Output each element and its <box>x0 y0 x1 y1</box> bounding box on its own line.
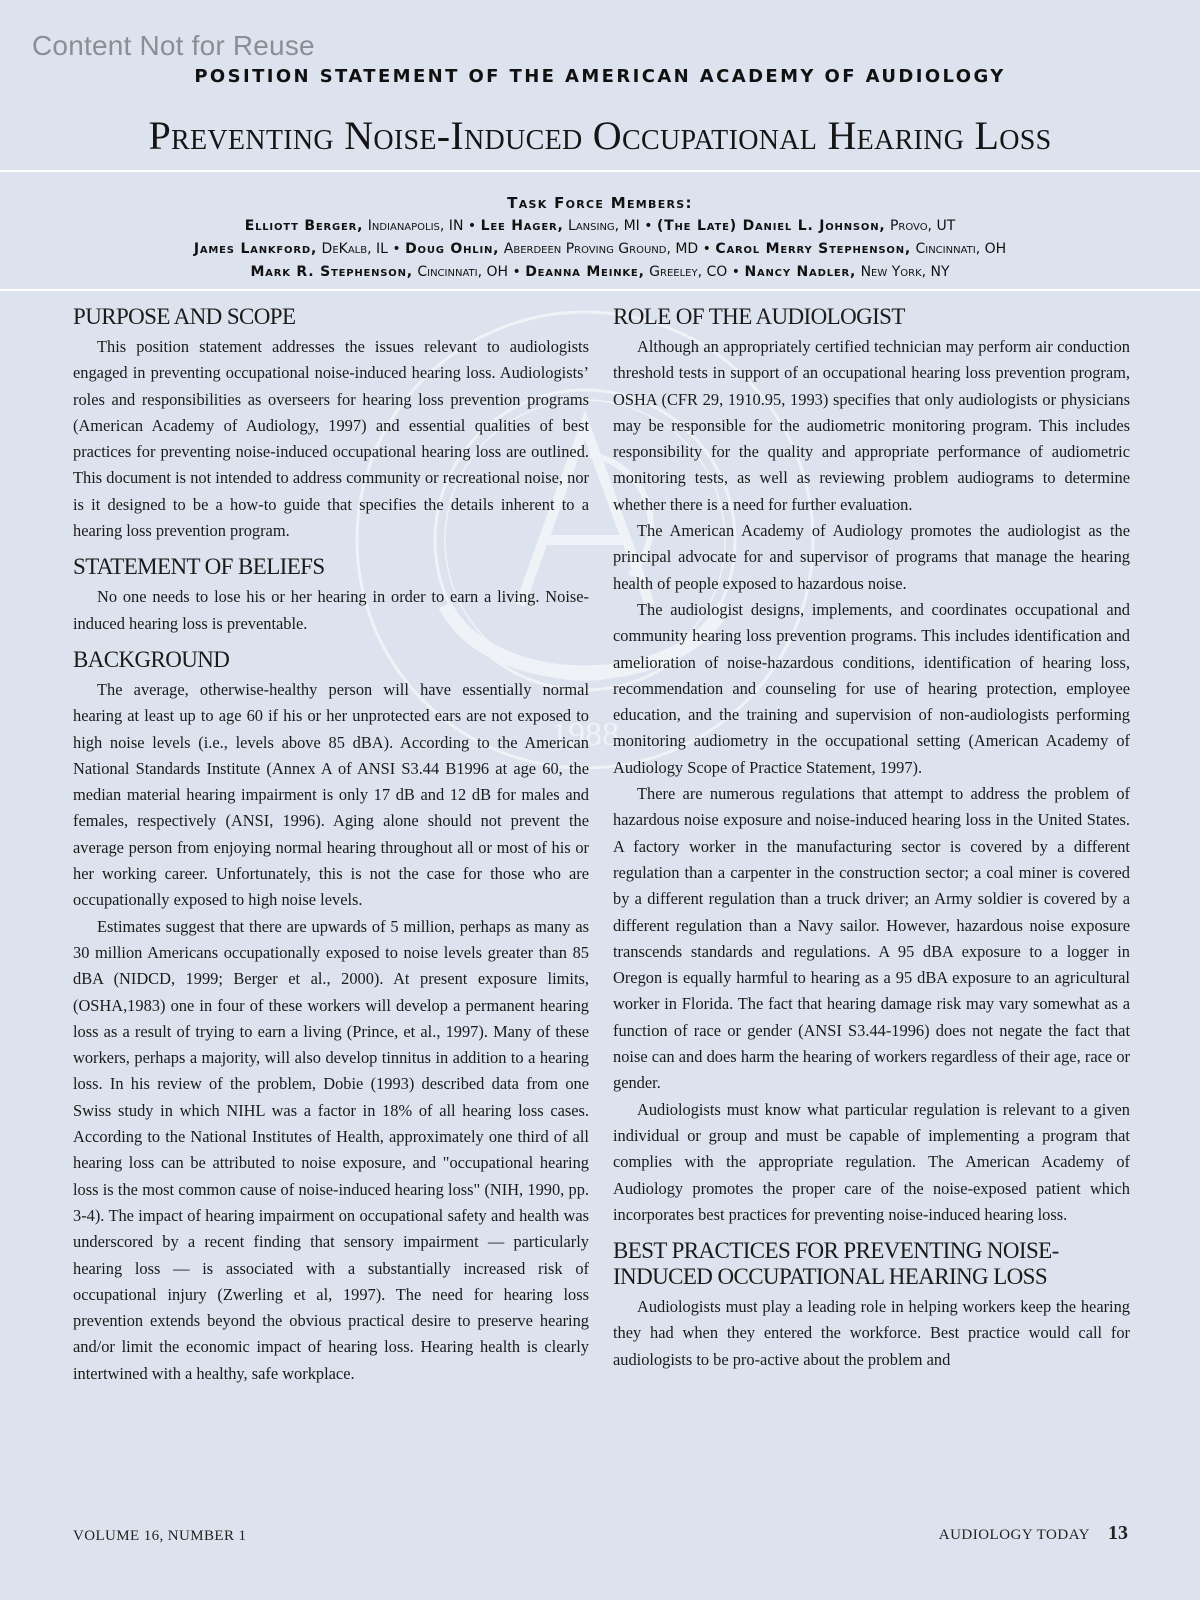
bullet-separator: • <box>387 241 406 257</box>
seal-year: 1988 <box>551 716 619 753</box>
magazine-name: AUDIOLOGY TODAY <box>938 1527 1090 1543</box>
page-number: 13 <box>1108 1522 1128 1544</box>
footer-right <box>939 1522 1128 1545</box>
bullet-separator: • <box>727 264 745 280</box>
task-force-heading: Task Force Members: <box>507 194 693 212</box>
member-location: Cincinnati, OH <box>915 241 1007 257</box>
bullet-separator: • <box>463 218 481 234</box>
beliefs-paragraph: No one needs to lose his or her hearing in order to earn a living. Noise-induced hearing loss is preventable. <box>73 587 589 633</box>
role-paragraph-1: Although an appropriately certified technician may perform air conduction threshold tests in support of an occupational hearing loss prevention program, OSHA (CFR 29, 1910.95, 1993) specifies that only audiologists or physicians may be responsible for the audiometric monitoring program. This includes responsibility for the quality and appropriate performance of audiometric monitoring tests, as well as reviewing problem audiograms to determine whether there is a need for further evaluation. <box>613 337 1130 514</box>
member-name: Elliott Berger, <box>244 218 364 234</box>
background-paragraph-2: Estimates suggest that there are upwards of 5 million, perhaps as many as 30 million Americans occupationally exposed to noise levels greater than 85 dBA (NIDCD, 1999; Berger et al., 2000). At present exposure limits, (OSHA,1983) one in four of these workers will develop a permanent hearing loss as a result of trying to earn a living (Prince, et al., 1997). Many of these workers, perhaps a majority, will also develop tinnitus in addition to a hearing loss. In his review of the problem, Dobie (1993) described data from one Swiss study in which NIHL was a factor in 18% of all hearing loss cases. According to the National Institutes of Health, approximately one third of all hearing loss can be attributed to noise exposure, and "occupational hearing loss is the most common cause of noise-induced hearing loss" (NIH, 1990, pp. 3-4). The impact of hearing impairment on occupational safety and health was underscored by a recent finding that sensory impairment — particularly hearing loss — is associated with a substantially increased risk of occupational injury (Zwerling et al, 1997). The need for hearing loss prevention extends beyond the obvious practical desire to preserve hearing and/or limit the economic impact of hearing loss. Hearing health is clearly intertwined with a healthy, safe workplace. <box>73 916 589 1383</box>
page-title: Preventing Noise-Induced Occupational Hearing Loss <box>148 113 1052 158</box>
purpose-paragraph: This position statement addresses the issues relevant to audiologists engaged in preventing occupational noise-induced hearing loss. Audiologists’ roles and responsibilities as overseers for hearing loss prevention programs (American Academy of Audiology, 1997) and essential qualities of best practices for preventing noise-induced occupational hearing loss are outlined. This document is not intended to address community or recreational noise, nor is it designed to be a how-to guide that specifies the details inherent to a hearing loss prevention program. <box>73 337 589 541</box>
member-name: (The Late) Daniel L. Johnson, <box>656 218 886 234</box>
background-heading: BACKGROUND <box>73 646 230 672</box>
position-statement-kicker: POSITION STATEMENT OF THE AMERICAN ACADEMY OF AUDIOLOGY <box>194 66 1006 87</box>
bullet-separator: • <box>698 241 716 257</box>
member-location: Greeley, CO <box>649 264 728 280</box>
member-name: Doug Ohlin, <box>405 241 500 257</box>
member-location: Indianapolis, IN <box>367 218 464 234</box>
left-column <box>73 304 589 1387</box>
right-column <box>613 304 1130 1373</box>
purpose-heading: PURPOSE AND SCOPE <box>73 304 296 329</box>
bullet-separator: • <box>639 218 657 234</box>
role-paragraph-2: The American Academy of Audiology promotes the audiologist as the principal advocate for and supervisor of programs that manage the hearing health of people exposed to hazardous noise. <box>613 521 1130 593</box>
background-paragraph-1: The average, otherwise-healthy person will have essentially normal hearing at least up to age 60 if his or her unprotected ears are not exposed to high noise levels (i.e., levels above 85 dBA). According to the American National Standards Institute (Annex A of ANSI S3.44 B1996 at age 60, the median material hearing impairment is only 17 dB and 12 dB for males and females, respectively (ANSI, 1996). Aging alone should not prevent the average person from enjoying normal hearing throughout all or most of his or her working career. Unfortunately, this is not the case for those who are occupationally exposed to high noise levels. <box>73 679 589 910</box>
member-location: Aberdeen Proving Ground, MD <box>503 241 699 257</box>
role-paragraph-3: The audiologist designs, implements, and coordinates occupational and community hearing loss prevention programs. This includes identification and amelioration of noise-hazardous conditions, identification of hearing loss, recommendation and counseling for use of hearing protection, employee education, and the training and supervision of non-audiologists performing monitoring audiometry in the occupational setting (American Academy of Audiology Scope of Practice Statement, 1997). <box>613 599 1130 777</box>
member-location: Cincinnati, OH <box>417 264 509 280</box>
member-location: DeKalb, IL <box>321 241 388 257</box>
task-force-block <box>0 192 1200 284</box>
bullet-separator: • <box>508 264 526 280</box>
best-practices-paragraph: Audiologists must play a leading role in helping workers keep the hearing they had when they entered the workforce. Best practice would call for audiologists to be pro-active about the problem and <box>613 1297 1130 1369</box>
member-name: Mark R. Stephenson, <box>250 264 413 280</box>
task-force-line <box>0 238 1200 261</box>
member-location: Lansing, MI <box>568 218 640 234</box>
task-force-line <box>0 215 1200 238</box>
role-paragraph-5: Audiologists must know what particular regulation is relevant to a given individual or group and must be capable of implementing a program that complies with the appropriate regulation. The American Academy of Audiology promotes the proper care of the noise-exposed patient which incorporates best practices for preventing noise-induced hearing loss. <box>613 1099 1130 1224</box>
task-force-members <box>0 215 1200 284</box>
role-heading: ROLE OF THE AUDIOLOGIST <box>613 304 905 329</box>
member-name: Nancy Nadler, <box>744 264 857 280</box>
member-name: Lee Hager, <box>480 218 564 234</box>
reuse-watermark: Content Not for Reuse <box>32 30 315 61</box>
beliefs-heading: STATEMENT OF BELIEFS <box>73 554 325 580</box>
member-location: New York, NY <box>860 264 950 280</box>
member-name: Carol Merry Stephenson, <box>715 241 912 257</box>
best-practices-heading: BEST PRACTICES FOR PREVENTING NOISE-INDUCED OCCUPATIONAL HEARING LOSS <box>613 1238 1059 1290</box>
member-name: James Lankford, <box>193 241 318 257</box>
bottom-divider <box>0 289 1200 291</box>
member-name: Deanna Meinke, <box>525 264 645 280</box>
role-paragraph-4: There are numerous regulations that attempt to address the problem of hazardous noise exposure and noise-induced hearing loss in the United States. A factory worker in the manufacturing sector is covered by a different regulation than a carpenter in the construction sector; a coal miner is covered by a different regulation than a truck driver; an Army soldier is covered by a different regulation than a Navy sailor. However, hazardous noise exposure transcends standards and regulations. A 95 dBA exposure to a logger in Oregon is equally harmful to hearing as a 95 dBA exposure to an agricultural worker in Florida. The fact that hearing damage risk may vary somewhat as a function of race or gender (ANSI S3.44-1996) does not negate the fact that noise can and does harm the hearing of workers regardless of their age, race or gender. <box>613 784 1130 1093</box>
task-force-line <box>0 261 1200 284</box>
volume-number: VOLUME 16, NUMBER 1 <box>73 1528 247 1544</box>
member-location: Provo, UT <box>889 218 956 234</box>
top-divider <box>0 170 1200 172</box>
